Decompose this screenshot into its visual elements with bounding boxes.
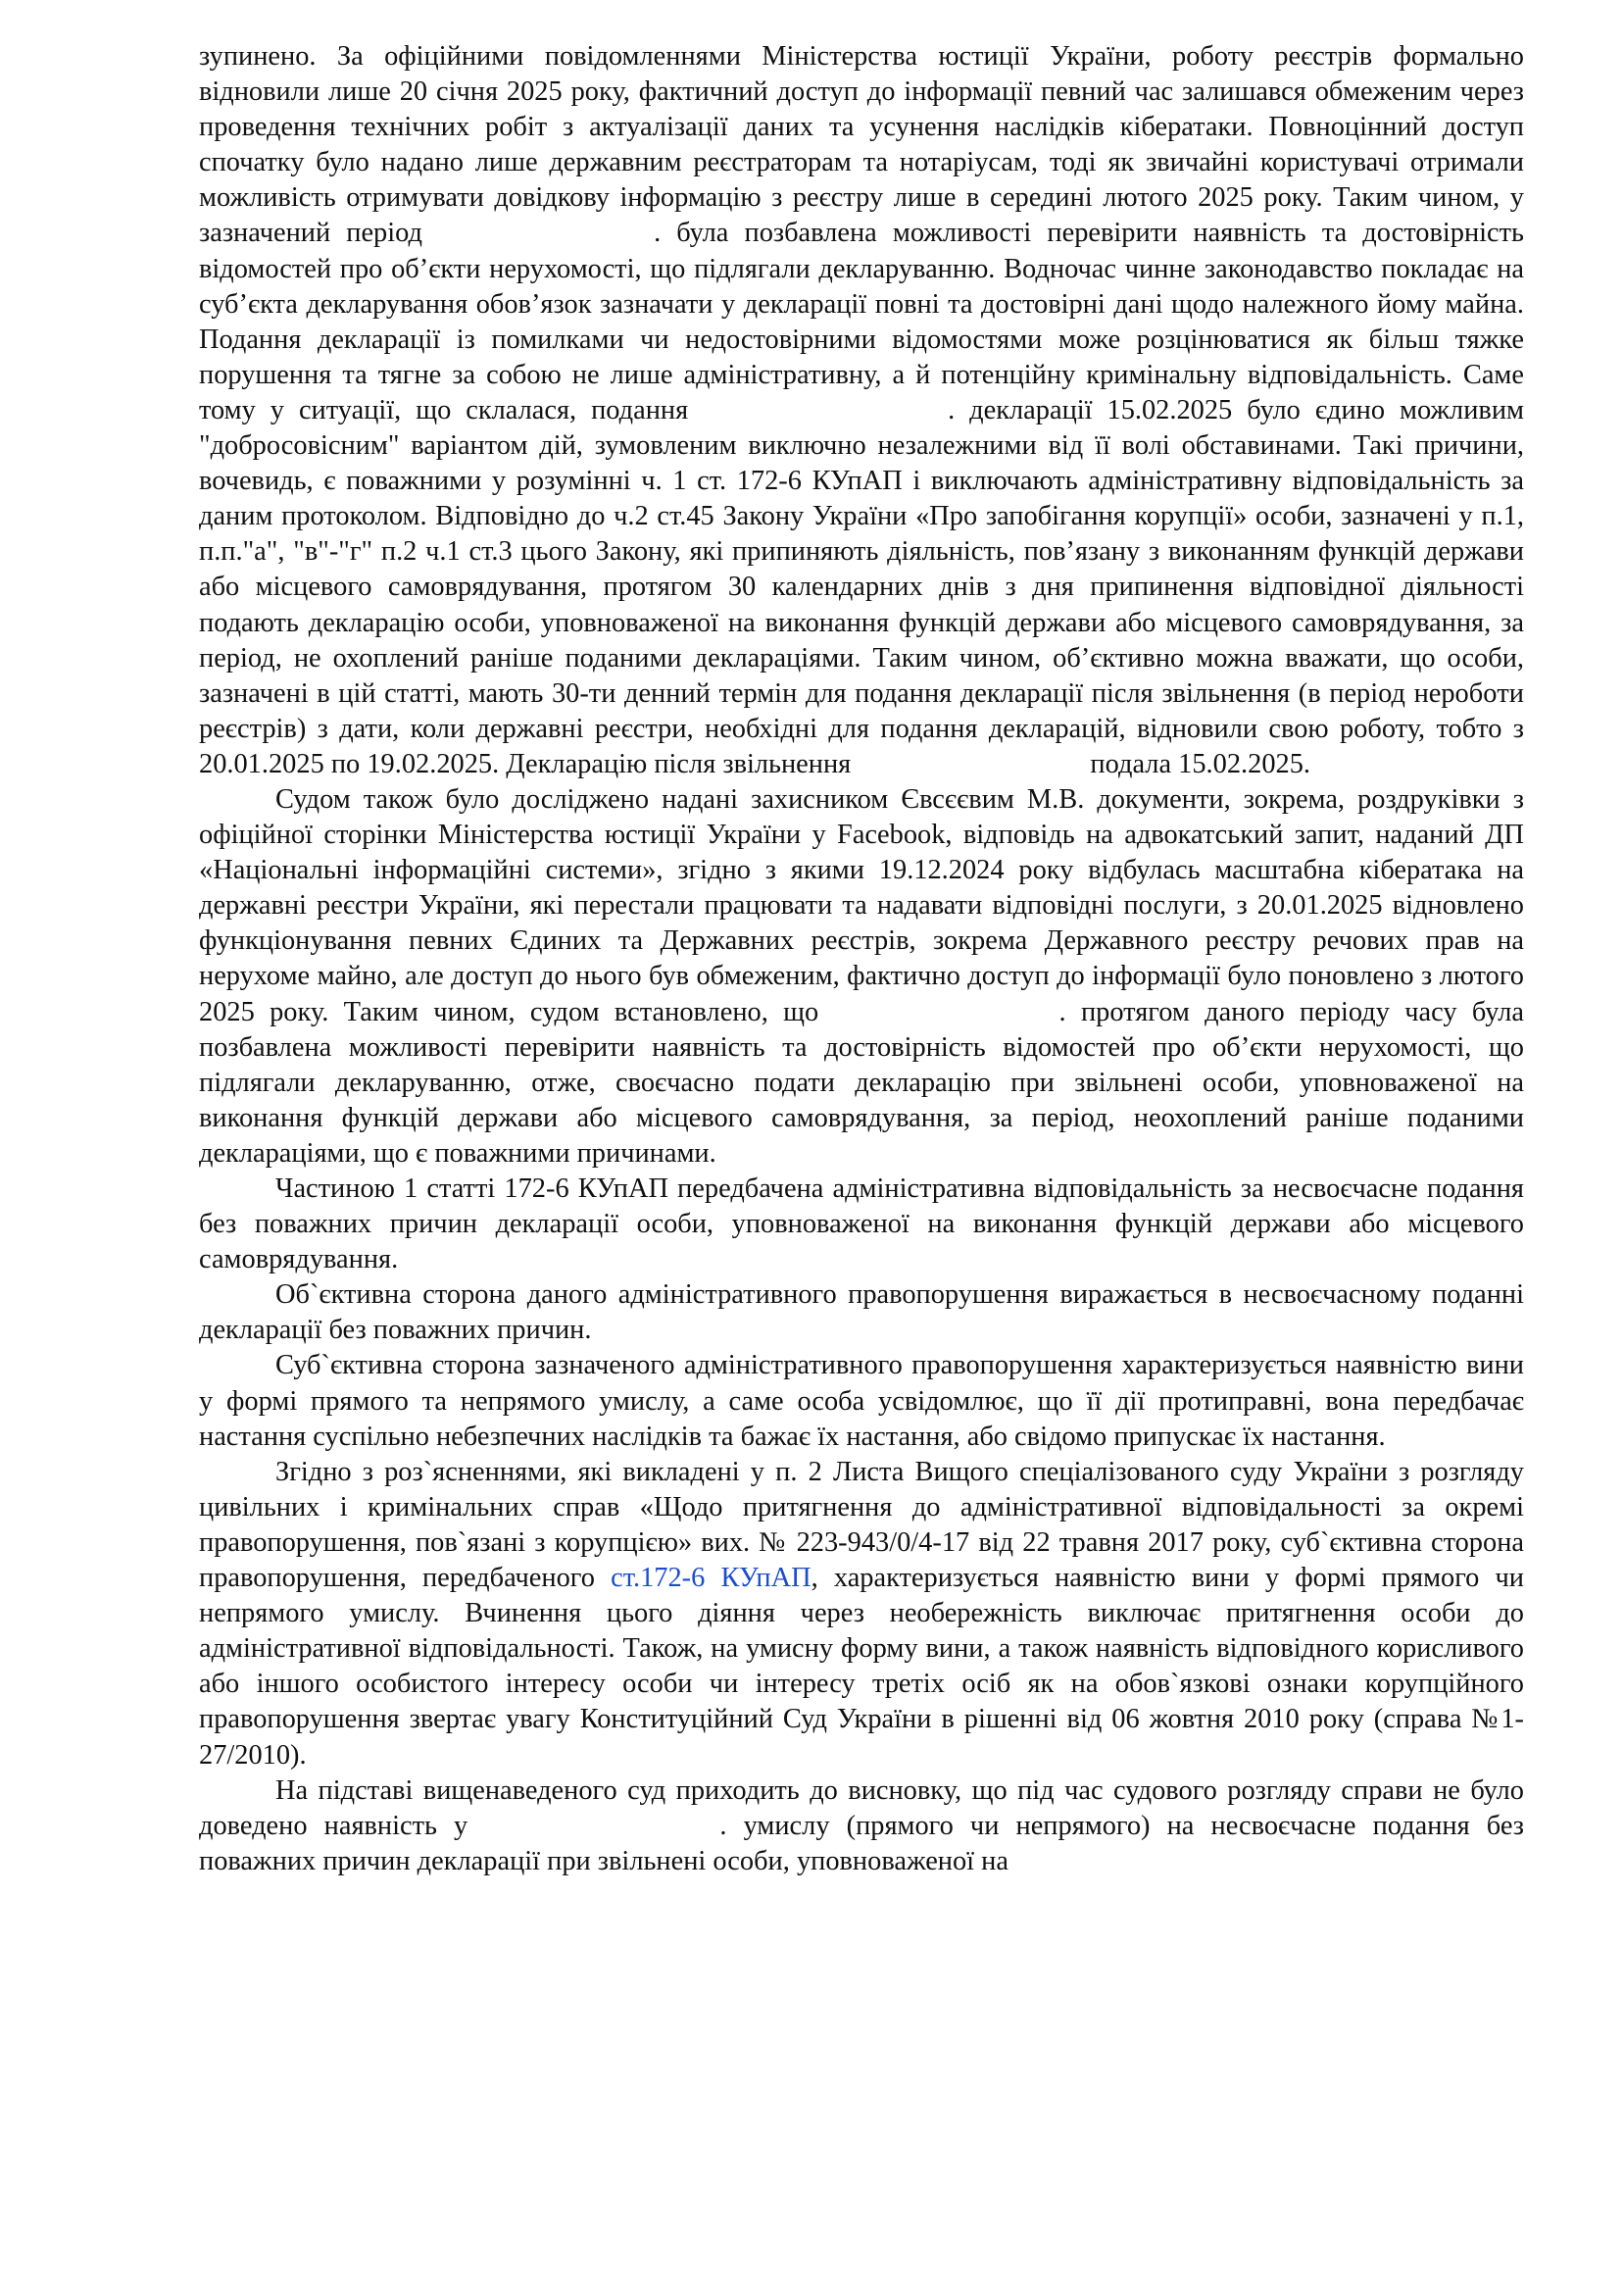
paragraph: [199, 1172, 1524, 1277]
paragraph-text: подала 15.02.2025.: [1083, 748, 1311, 779]
paragraph-text: . умислу (прямого чи непрямого) на несвоєчасне подання без поважних причин декларації при звільнені особи, уповноваженої на: [199, 1810, 1524, 1876]
paragraph: [199, 782, 1524, 1172]
paragraph-text: Судом також було досліджено надані захисником Євсєєвим М.В. документи, зокрема, роздруківки з офіційної сторінки Міністерства юстиції України у Facebook, відповідь на адвокатський запит, наданий ДП «Національні інформаційні системи», згідно з якими 19.12.2024 року відбулась масштабна кібератака на державні реєстри України, які перестали працювати та надавати відповідні послуги, з 20.01.2025 відновлено функціонування певних Єдиних та Державних реєстрів, зокрема Державного реєстру речових прав на нерухоме майно, але доступ до нього був обмеженим, фактично доступ до інформації було поновлено з лютого 2025 року. Таким чином, судом встановлено, що: [199, 783, 1524, 1027]
paragraph: [199, 1773, 1524, 1879]
paragraph-text: Об`єктивна сторона даного адміністративного правопорушення виражається в несвоєчасному поданні декларації без поважних причин.: [199, 1279, 1524, 1346]
paragraph-text: . протягом даного періоду часу була позбавлена можливості перевірити наявність та достовірність відомостей про об’єкти нерухомості, що підлягали декларуванню, отже, своєчасно подати декларацію при звільнені особи, уповноваженої на виконання функцій держави або місцевого самоврядування, за період, неохоплений раніше поданими деклараціями, що є поважними причинами.: [199, 996, 1524, 1169]
paragraph-text: . декларації 15.02.2025 було єдино можливим "добросовісним" варіантом дій, зумовленим виключно незалежними від її волі обставинами. Такі причини, вочевидь, є поважними у розумінні ч. 1 ст. 172-6 КУпАП і виключають адміністративну відповідальність за даним протоколом. Відповідно до ч.2 ст.45 Закону України «Про запобігання корупції» особи, зазначені у п.1, п.п."а", "в"-"г" п.2 ч.1 ст.3 цього Закону, які припиняють діяльність, пов’язану з виконанням функцій держави або місцевого самоврядування, протягом 30 календарних днів з дня припинення відповідної діяльності подають декларацію особи, уповноваженої на виконання функцій держави або місцевого самоврядування, за період, не охоплений раніше поданими деклараціями. Таким чином, об’єктивно можна вважати, що особи, зазначені в цій статті, мають 30-ти денний термін для подання декларації після звільнення (в період неробoти реєстрів) з дати, коли державні реєстри, необхідні для подання декларацій, відновили свою роботу, тобто з 20.01.2025 по 19.02.2025. Декларацію після звільнення: [199, 394, 1524, 779]
paragraph-text: Згідно з роз`ясненнями, які викладені у п. 2 Листа Вищого спеціалізованого суду України з розгляду цивільних і кримінальних справ «Щодо притягнення до адміністративної відповідальності за окремі правопорушення, пов`язані з корупцією» вих. № 223-943/0/4-17 від 22 травня 2017 року, суб`єктивна сторона правопорушення, передбаченого: [199, 1456, 1524, 1594]
paragraph-text: . була позбавлена можливості перевірити наявність та достовірність відомостей про об’єкти нерухомості, що підлягали декларуванню. Водночас чинне законодавство покладає на субʼєкта декларування обовʼязок зазначати у декларації повні та достовірні дані щодо належного йому майна. Подання декларації із помилками чи недостовірними відомостями може розцінюватися як більш тяжке порушення та тягне за собою не лише адміністративну, а й потенційну кримінальну відповідальність. Саме тому у ситуації, що склалася, подання: [199, 218, 1524, 425]
law-article-link[interactable]: ст.172-6 КУпАП: [611, 1563, 812, 1594]
paragraph: [199, 1348, 1524, 1454]
document-page: [199, 39, 1524, 1879]
paragraph-text: Суб`єктивна сторона зазначеного адміністративного правопорушення характеризується наявністю вини у формі прямого та непрямого умислу, а саме особа усвідомлює, що її дії протиправні, вона передбачає настання суспільно небезпечних наслідків та бажає їх настання, або свідомо припускає їх настання.: [199, 1350, 1524, 1452]
paragraph: [199, 1277, 1524, 1348]
paragraph-text: , характеризується наявністю вини у формі прямого чи непрямого умислу. Вчинення цього діяння через необережність виключає притягнення особи до адміністративної відповідальності. Також, на умисну форму вини, а також наявність відповідного корисливого або іншого особистого інтересу особи чи інтересу третіх осіб як на обов`язкові ознаки корупційного правопорушення звертає увагу Конституційний Суд України в рішенні від 06 жовтня 2010 року (справа №1-27/2010).: [199, 1563, 1524, 1771]
paragraph: [199, 39, 1524, 782]
paragraph-text: На підставі вищенаведеного суд приходить до висновку, що під час судового розгляду справи не було доведено наявність у: [199, 1774, 1524, 1841]
paragraph: [199, 1455, 1524, 1773]
paragraph-text: Частиною 1 статті 172-6 КУпАП передбачена адміністративна відповідальність за несвоєчасне подання без поважних причин декларації особи, уповноваженої на виконання функцій держави або місцевого самоврядування.: [199, 1173, 1524, 1275]
paragraph-text: зупинено. За офіційними повідомленнями Міністерства юстиції України, роботу реєстрів формально відновили лише 20 січня 2025 року, фактичний доступ до інформації певний час залишався обмеженим через проведення технічних робіт з актуалізації даних та усунення наслідків кібератаки. Повноцінний доступ спочатку було надано лише державним реєстраторам та нотаріусам, тоді як звичайні користувачі отримали можливість отримувати довідкову інформацію з реєстру лише в середині лютого 2025 року. Таким чином, у зазначений період: [199, 41, 1524, 249]
